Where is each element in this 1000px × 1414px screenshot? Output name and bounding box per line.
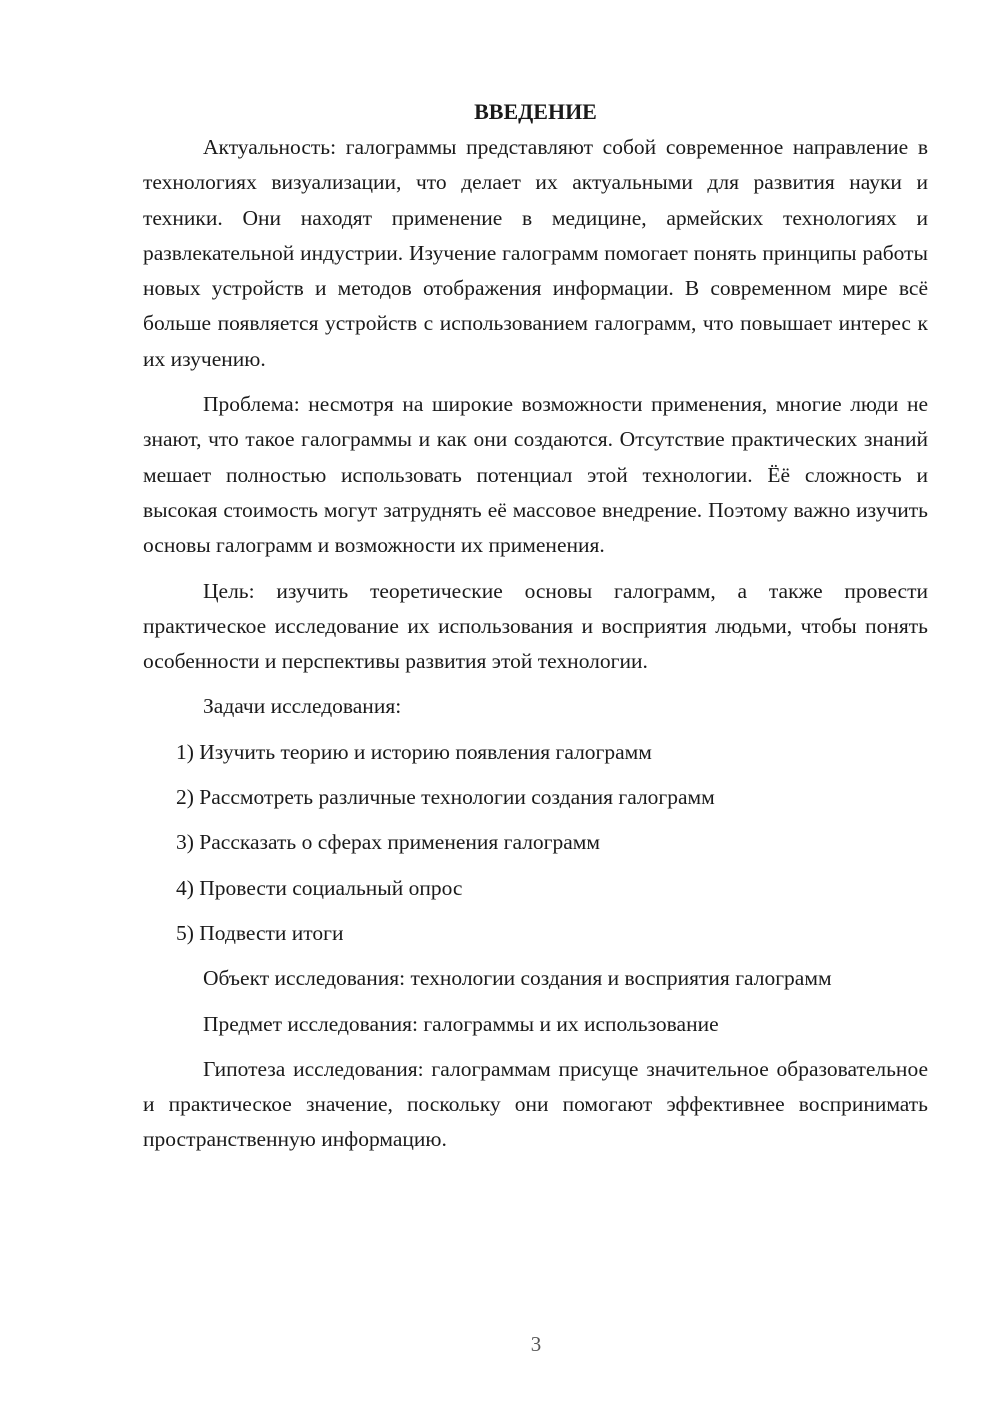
task-item-2: 2) Рассмотреть различные технологии создания галограмм [176, 785, 715, 810]
document-page [143, 94, 928, 1168]
tasks-heading: Задачи исследования: [203, 694, 402, 719]
paragraph-subject: Предмет исследования: галограммы и их использование [203, 1011, 719, 1036]
paragraph-problem: Проблема: несмотря на широкие возможности применения, многие люди не знают, что такое галограммы и как они создаются. Отсутствие практических знаний мешает полностью использовать потенциал этой технологии. Ёё сложность и высокая стоимость могут затруднять её массовое внедрение. Поэтому важно изучить основы галограмм и возможности их применения. [143, 392, 928, 558]
paragraph-relevance: Актуальность: галограммы представляют собой современное направление в технологиях визуализации, что делает их актуальными для развития науки и техники. Они находят применение в медицине, армейских технологиях и развлекательной индустрии. Изучение галограмм помогает понять принципы работы новых устройств и методов отображения информации. В современном мире всё больше появляется устройств с использованием галограмм, что повышает интерес к их изучению. [143, 135, 928, 371]
task-item-1: 1) Изучить теорию и историю появления галограмм [176, 739, 652, 764]
paragraph-hypothesis: Гипотеза исследования: галограммам присуще значительное образовательное и практическое значение, поскольку они помогают эффективнее воспринимать пространственную информацию. [143, 1056, 928, 1152]
page-title: ВВЕДЕНИЕ [474, 99, 597, 124]
page-number: 3 [530, 1332, 542, 1356]
paragraph-object: Объект исследования: технологии создания и восприятия галограмм [203, 966, 832, 991]
paragraph-goal: Цель: изучить теоретические основы галограмм, а также провести практическое исследование их использования и восприятия людьми, чтобы понять особенности и перспективы развития этой технологии. [143, 578, 928, 674]
task-item-3: 3) Рассказать о сферах применения галограмм [176, 830, 600, 855]
task-item-5: 5) Подвести итоги [176, 920, 344, 945]
task-item-4: 4) Провести социальный опрос [176, 875, 463, 900]
